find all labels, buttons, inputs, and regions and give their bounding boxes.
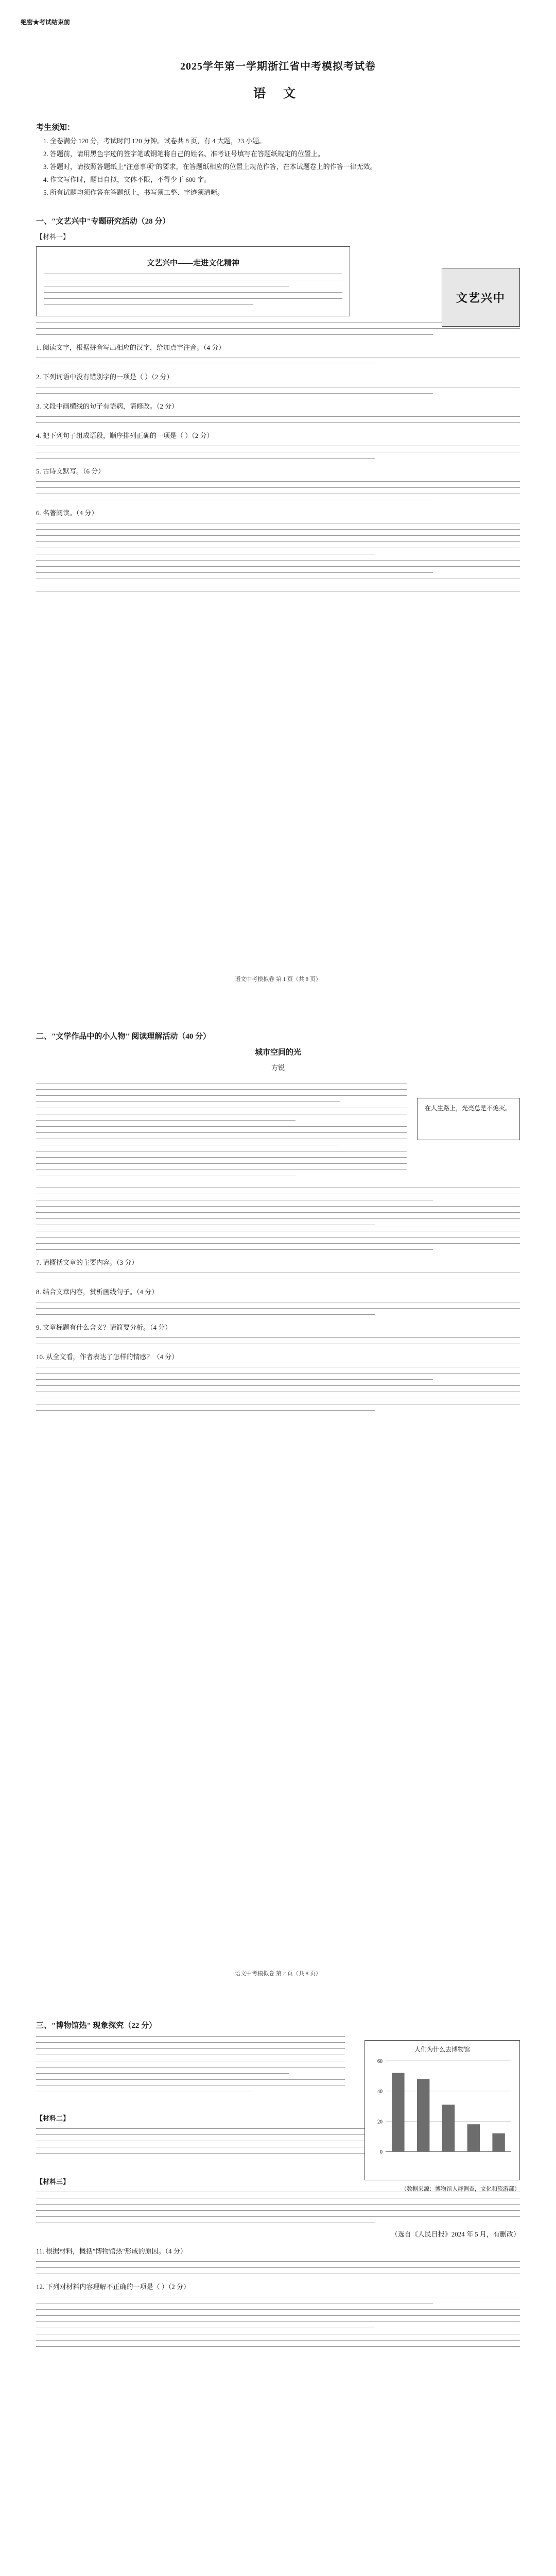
notice-item: 2. 答题前，请用黑色字迹的签字笔或钢笔将自己的姓名、准考证号填写在答题纸规定的位置上。 (43, 150, 325, 158)
article-author: 方锐 (271, 1064, 285, 1072)
article-body (36, 1077, 407, 1182)
part1-heading: 一、"文艺兴中"专题研究活动（28 分） (36, 217, 170, 226)
secret-label: 绝密★考试结束前 (21, 19, 71, 26)
material-2-label: 【材料二】 (36, 2114, 70, 2122)
material-3-label: 【材料三】 (36, 2178, 70, 2185)
source-b: （选自《人民日报》2024 年 5 月，有删改） (391, 2230, 520, 2238)
question-12: 12. 下列对材料内容理解不正确的一项是（ ）（2 分） (36, 2283, 190, 2291)
bar-chart (364, 2040, 520, 2180)
chart-title: 人们为什么去博物馆 (414, 2046, 470, 2053)
chart-caption: （数据来源：博物馆人群调查，文化和旅游部） (401, 2186, 520, 2192)
article-title: 城市空间的光 (254, 1048, 301, 1057)
question-4: 4. 把下列句子组成语段，顺序排列正确的一项是（ ）（2 分） (36, 432, 214, 439)
exam-title: 2025学年第一学期浙江省中考模拟考试卷 (180, 61, 376, 72)
bar (417, 2079, 429, 2151)
question-5: 5. 古诗文默写。（6 分） (36, 467, 105, 475)
side-note: 在人生路上，光亮总是不熄灭。 (417, 1098, 520, 1140)
question-11: 11. 根据材料，概括"博物馆热"形成的原因。（4 分） (36, 2247, 187, 2255)
part3-heading: 三、"博物馆热" 现象探究（22 分） (36, 2022, 157, 2030)
exam-subject: 语 文 (253, 87, 303, 100)
material-box (36, 246, 350, 316)
question-8: 8. 结合文章内容，赏析画线句子。（4 分） (36, 1288, 159, 1296)
notice-item: 5. 所有试题均须作答在答题纸上，书写须工整、字迹须清晰。 (43, 189, 224, 196)
y-tick-label: 20 (377, 2119, 383, 2125)
chart-plot (365, 2054, 519, 2172)
question-2: 2. 下列词语中没有错别字的一项是（ ）（2 分） (36, 373, 173, 381)
page-3 (0, 1989, 556, 2576)
book-cover-image: 文艺兴中 (442, 268, 520, 327)
material-label: 【材料一】 (36, 233, 70, 241)
material-subtitle: 文艺兴中——走进文化精神 (146, 259, 239, 267)
bar (442, 2105, 455, 2151)
notice-heading: 考生须知： (36, 124, 75, 132)
question-6: 6. 名著阅读。（4 分） (36, 509, 98, 517)
page-number: 语文中考模拟卷 第 1 页（共 8 页） (235, 976, 321, 982)
bar (392, 2073, 404, 2151)
y-tick-label: 40 (377, 2089, 383, 2095)
question-10: 10. 从全文看，作者表达了怎样的情感？（4 分） (36, 1353, 179, 1361)
notice-item: 3. 答题时，请按照答题纸上"注意事项"的要求，在答题纸相应的位置上规范作答，在本试题卷上的作答一律无效。 (43, 163, 377, 171)
notice-item: 1. 全卷满分 120 分，考试时间 120 分钟。试卷共 8 页，有 4 大题，23 小题。 (43, 137, 266, 145)
notice-item: 4. 作文写作时，题目自拟，文体不限，不得少于 600 字。 (43, 176, 211, 183)
part2-heading: 二、"文学作品中的小人物" 阅读理解活动（40 分） (36, 1032, 211, 1041)
material-1-text (36, 2036, 345, 2092)
question-3: 3. 文段中画横线的句子有语病，请修改。（2 分） (36, 402, 179, 410)
bar (467, 2124, 480, 2151)
page-1 (0, 0, 556, 994)
bar (492, 2133, 505, 2151)
y-tick-label: 0 (380, 2149, 383, 2155)
page-number: 语文中考模拟卷 第 2 页（共 8 页） (235, 1971, 321, 1977)
question-1: 1. 阅读文字，根据拼音写出相应的汉字，给加点字注音。（4 分） (36, 344, 225, 351)
question-7: 7. 请概括文章的主要内容。（3 分） (36, 1259, 138, 1266)
question-9: 9. 文章标题有什么含义？请简要分析。（4 分） (36, 1324, 172, 1331)
y-tick-label: 60 (377, 2059, 383, 2064)
page-2 (0, 994, 556, 1989)
